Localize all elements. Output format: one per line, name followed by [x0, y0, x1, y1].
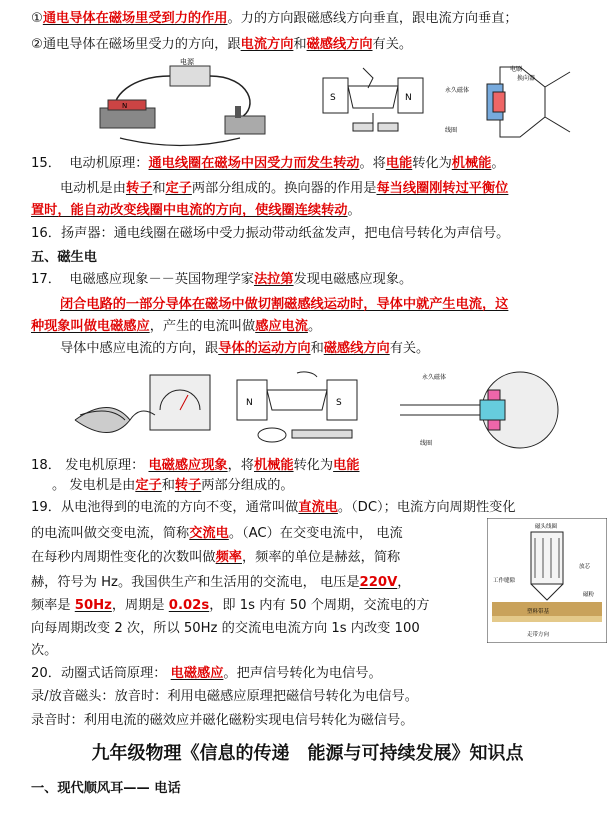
tape-line1: 录/放音磁头：放音时：利用电磁感应原理把磁信号转化为电信号。 — [31, 689, 418, 704]
item19-line6: 向每周期改变 2 次，所以 50Hz 的交流电电流方向 1s 内改变 100 — [31, 621, 420, 636]
motor-magnet-n: N — [122, 102, 128, 110]
item15-line3: 置时，能自动改变线圈中电流的方向，使线圈连续转动。 — [31, 203, 361, 218]
item19-line2: 的电流叫做交变电流，简称交流电。（AC）在交变电流中， 电流 — [31, 526, 403, 541]
tape-label-powder: 磁粉 — [583, 592, 595, 598]
motor-model-figure — [318, 58, 428, 152]
motor-model-n: N — [405, 93, 412, 103]
section5-title: 五、磁生电 — [31, 250, 97, 265]
item19-line7: 次。 — [31, 643, 58, 658]
generator-figure — [232, 365, 362, 454]
speaker-label-magnet: 永久磁体 — [445, 87, 470, 94]
item19-line4: 赫，符号为 Hz。我国供生产和生活用的交流电， 电压是220V， — [31, 575, 411, 590]
mic-label-coil: 线圈 — [420, 440, 433, 447]
speaker-figure — [445, 62, 575, 146]
item20: 20．动圈式话筒原理： 电磁感应。把声信号转化为电信号。 — [31, 666, 382, 681]
item17-line2: 闭合电路的一部分导体在磁场中做切割磁感线运动时，导体中就产生电流，这 — [60, 297, 509, 312]
tape-label-base: 塑料带基 — [527, 609, 550, 615]
induction-apparatus-figure — [70, 365, 220, 454]
item17-line1: 17． 电磁感应现象－－英国物理学家法拉第发现电磁感应现象。 — [31, 272, 413, 287]
item19-line3: 在每秒内周期性变化的次数叫做频率，频率的单位是赫兹，简称 — [31, 550, 401, 565]
speaker-label-commutator: 换向器 — [517, 75, 536, 82]
motor-model-s: S — [330, 93, 336, 103]
item14-line1: ①通电导体在磁场里受到力的作用。力的方向跟磁感线方向垂直，跟电流方向垂直； — [31, 11, 518, 26]
item14-line2: ②通电导体在磁场里受力的方向，跟电流方向和磁感线方向有关。 — [31, 37, 413, 52]
chapter-heading: 九年级物理《信息的传递 能源与可持续发展》知识点 — [91, 743, 524, 764]
item15-line1: 15． 电动机原理：通电线圈在磁场中因受力而发生转动。将电能转化为机械能。 — [31, 156, 505, 171]
power-label: 电源 — [180, 58, 194, 66]
item19-line5: 频率是 50Hz，周期是 0.02s，即 1s 内有 50 个周期，交流电的方 — [31, 598, 430, 613]
item18-line1: 18． 发电机原理： 电磁感应现象，将机械能转化为电能 — [31, 458, 360, 473]
mic-label-magnet: 永久磁体 — [422, 374, 447, 381]
tape-label-gap: 工作缝隙 — [493, 578, 516, 584]
item19-line1: 19．从电池得到的电流的方向不变，通常叫做直流电。（DC）；电流方向周期性变化 — [31, 500, 516, 515]
item17-line3: 种现象叫做电磁感应，产生的电流叫做感应电流。 — [31, 319, 322, 334]
tape-label-core: 放芯 — [579, 564, 591, 570]
section1-title: 一、现代顺风耳—— 电话 — [31, 781, 181, 796]
generator-n: N — [246, 398, 253, 408]
tape-head-figure — [487, 518, 607, 647]
tape-label-direction: 走带方向 — [527, 632, 550, 638]
generator-s: S — [336, 398, 342, 408]
item16: 16．扬声器：通电线圈在磁场中受力振动带动纸盆发声，把电信号转化为声信号。 — [31, 226, 510, 241]
item15-line2: 电动机是由转子和定子两部分组成的。换向器的作用是每当线圈刚转过平衡位 — [60, 181, 509, 196]
speaker-label-coil: 线圈 — [445, 127, 458, 134]
tape-line2: 录音时：利用电流的磁效应并磁化磁粉实现电信号转化为磁信号。 — [31, 713, 414, 728]
item18-line2: 。 发电机是由定子和转子两部分组成的。 — [52, 478, 294, 493]
motor-apparatus-figure — [90, 58, 270, 152]
tape-label-coil: 磁头线圈 — [535, 524, 558, 530]
speaker-label-brush: 电刷 — [510, 66, 523, 73]
microphone-figure — [400, 365, 560, 459]
item17-line4: 导体中感应电流的方向，跟导体的运动方向和磁感线方向有关。 — [60, 341, 430, 356]
